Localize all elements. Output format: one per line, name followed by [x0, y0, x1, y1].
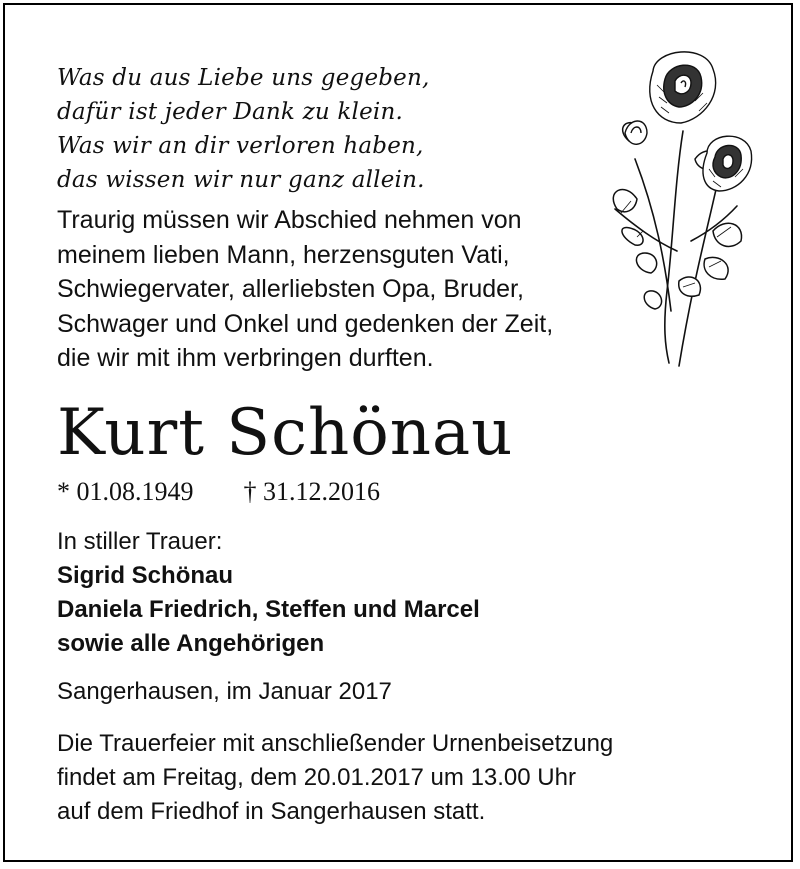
poem-line: dafür ist jeder Dank zu klein.: [57, 99, 404, 125]
funeral-line: Die Trauerfeier mit anschließender Urnenbeisetzung: [57, 730, 614, 757]
intro-line: meinem lieben Mann, herzensguten Vati,: [57, 240, 510, 269]
death-date: † 31.12.2016: [243, 477, 380, 506]
memorial-poem: [57, 61, 617, 197]
poem-line: das wissen wir nur ganz allein.: [57, 167, 425, 193]
intro-line: Schwiegervater, allerliebsten Opa, Bruder,: [57, 275, 524, 303]
mourners-block: [57, 525, 480, 661]
obituary-frame: [3, 3, 793, 862]
mourners-heading: In stiller Trauer:: [57, 528, 223, 555]
rose-icon: [595, 41, 755, 371]
funeral-notice: [57, 727, 757, 829]
funeral-line: auf dem Friedhof in Sangerhausen statt.: [57, 798, 486, 825]
mourner-name: Sigrid Schönau: [57, 562, 234, 589]
funeral-line: findet am Freitag, dem 20.01.2017 um 13.00 Uhr: [57, 764, 576, 791]
poem-line: Was wir an dir verloren haben,: [57, 133, 424, 159]
intro-line: Schwager und Onkel und gedenken der Zeit,: [57, 309, 554, 338]
mourner-name: sowie alle Angehörigen: [57, 630, 325, 657]
birth-date: * 01.08.1949: [57, 477, 194, 506]
obituary-content: [5, 5, 791, 860]
life-dates: [57, 475, 380, 509]
intro-line: Traurig müssen wir Abschied nehmen von: [57, 206, 522, 234]
deceased-name: Kurt Schönau: [57, 396, 514, 470]
mourner-name: Daniela Friedrich, Steffen und Marcel: [57, 596, 480, 623]
poem-line: Was du aus Liebe uns gegeben,: [57, 65, 430, 91]
intro-line: die wir mit ihm verbringen durften.: [57, 344, 434, 372]
place-date: Sangerhausen, im Januar 2017: [57, 678, 392, 705]
intro-text: [57, 203, 617, 376]
